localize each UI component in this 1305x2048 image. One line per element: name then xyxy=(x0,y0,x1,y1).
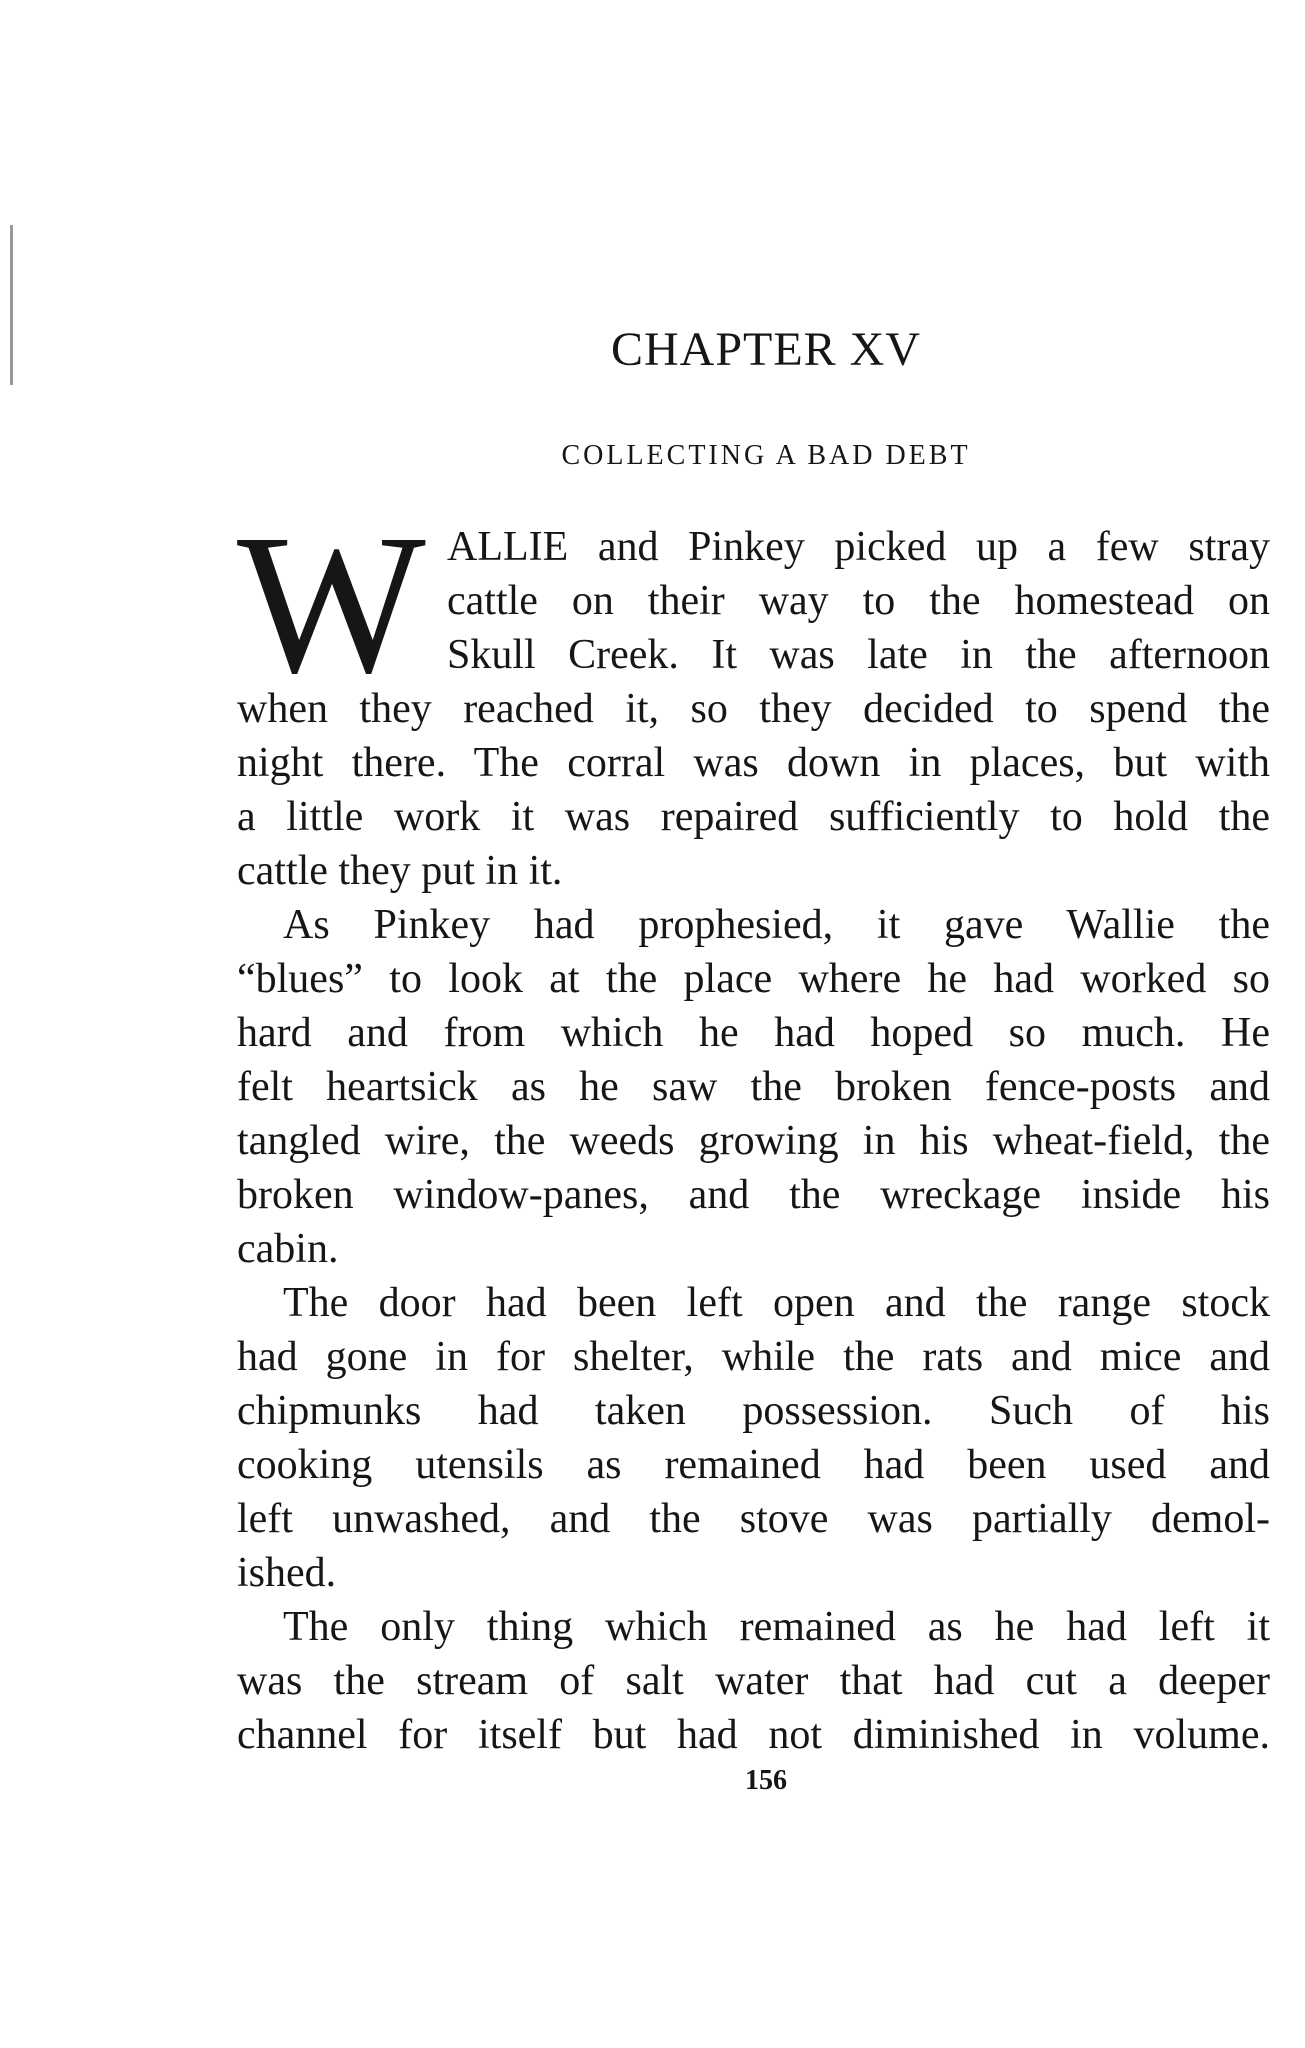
text-line: was the stream of salt water that had cut a deeper xyxy=(237,1658,1270,1704)
text-line: hard and from which he had hoped so much. He xyxy=(237,1010,1270,1056)
text-line: broken window-panes, and the wreckage inside his xyxy=(237,1172,1270,1218)
text-line: left unwashed, and the stove was partially demol- xyxy=(237,1496,1270,1542)
text-line: As Pinkey had prophesied, it gave Wallie the xyxy=(283,902,1270,948)
text-line: The only thing which remained as he had left it xyxy=(283,1604,1270,1650)
drop-cap: W xyxy=(237,494,426,715)
page-number: 156 xyxy=(745,1765,787,1796)
text-line: felt heartsick as he saw the broken fence-posts and xyxy=(237,1064,1270,1110)
text-line: night there. The corral was down in places, but with xyxy=(237,740,1270,786)
text-line: a little work it was repaired sufficiently to hold the xyxy=(237,794,1270,840)
text-line: Skull Creek. It was late in the afternoon xyxy=(447,632,1270,678)
text-line: channel for itself but had not diminished in volume. xyxy=(237,1712,1270,1758)
text-line: ALLIE and Pinkey picked up a few stray xyxy=(447,524,1270,570)
text-line: cabin. xyxy=(237,1226,339,1272)
chapter-subtitle: COLLECTING A BAD DEBT xyxy=(561,440,971,471)
text-line: chipmunks had taken possession. Such of his xyxy=(237,1388,1270,1434)
text-line: cattle on their way to the homestead on xyxy=(447,578,1270,624)
text-line: tangled wire, the weeds growing in his wheat-field, the xyxy=(237,1118,1270,1164)
text-line: ished. xyxy=(237,1550,337,1596)
text-line: had gone in for shelter, while the rats and mice and xyxy=(237,1334,1270,1380)
text-line: cattle they put in it. xyxy=(237,848,563,894)
body-text xyxy=(237,494,1270,1762)
text-line: The door had been left open and the range stock xyxy=(283,1280,1270,1326)
text-line: “blues” to look at the place where he had worked so xyxy=(237,956,1270,1002)
chapter-title: CHAPTER XV xyxy=(610,323,922,376)
text-line: when they reached it, so they decided to spend the xyxy=(237,686,1270,732)
text-line: cooking utensils as remained had been used and xyxy=(237,1442,1270,1488)
